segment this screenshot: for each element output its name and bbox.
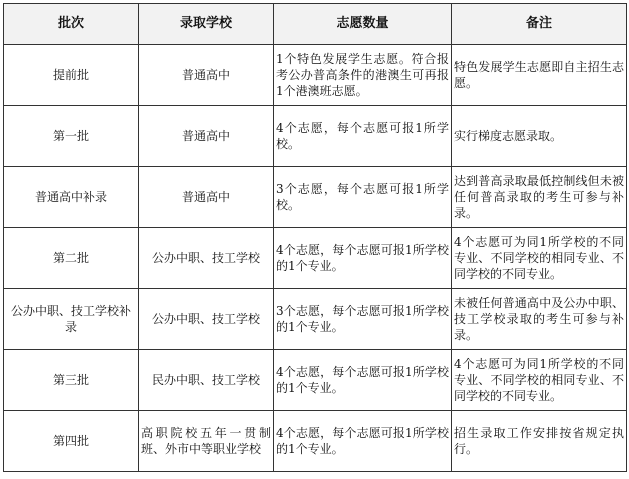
- batch-cell: 提前批: [4, 45, 139, 106]
- school-cell: 公办中职、技工学校: [139, 228, 274, 289]
- batch-cell: 第三批: [4, 350, 139, 411]
- volunteer-cell: 4个志愿，每个志愿可报1所学校的1个专业。: [274, 350, 452, 411]
- volunteer-cell: 3个志愿，每个志愿可报1所学校的1个专业。: [274, 289, 452, 350]
- remark-cell: 达到普高录取最低控制线但未被任何普高录取的考生可参与补录。: [452, 167, 627, 228]
- school-cell: 民办中职、技工学校: [139, 350, 274, 411]
- remark-cell: 招生录取工作安排按省规定执行。: [452, 411, 627, 472]
- volunteer-cell: 4个志愿，每个志愿可报1所学校。: [274, 106, 452, 167]
- table-row: [4, 45, 627, 106]
- school-cell: 普通高中: [139, 167, 274, 228]
- remark-cell: 实行梯度志愿录取。: [452, 106, 627, 167]
- header-batch: 批次: [4, 4, 139, 45]
- table-row: [4, 411, 627, 472]
- volunteer-cell: 1个特色发展学生志愿。符合报考公办普高条件的港澳生可再报1个港澳班志愿。: [274, 45, 452, 106]
- volunteer-cell: 3个志愿，每个志愿可报1所学校。: [274, 167, 452, 228]
- admission-batch-table: [3, 3, 627, 472]
- table-row: [4, 350, 627, 411]
- header-school: 录取学校: [139, 4, 274, 45]
- table-body: [4, 45, 627, 472]
- table-row: [4, 167, 627, 228]
- school-cell: 普通高中: [139, 106, 274, 167]
- remark-cell: 4个志愿可为同1所学校的不同专业、不同学校的相同专业、不同学校的不同专业。: [452, 350, 627, 411]
- batch-cell: 第四批: [4, 411, 139, 472]
- remark-cell: 特色发展学生志愿即自主招生志愿。: [452, 45, 627, 106]
- table-row: [4, 228, 627, 289]
- school-cell: 高职院校五年一贯制班、外市中等职业学校: [139, 411, 274, 472]
- batch-cell: 第二批: [4, 228, 139, 289]
- header-remark: 备注: [452, 4, 627, 45]
- table-header: [4, 4, 627, 45]
- batch-cell: 公办中职、技工学校补录: [4, 289, 139, 350]
- header-row: [4, 4, 627, 45]
- school-cell: 公办中职、技工学校: [139, 289, 274, 350]
- header-volunteer: 志愿数量: [274, 4, 452, 45]
- batch-cell: 第一批: [4, 106, 139, 167]
- table-row: [4, 289, 627, 350]
- remark-cell: 4个志愿可为同1所学校的不同专业、不同学校的相同专业、不同学校的不同专业。: [452, 228, 627, 289]
- batch-cell: 普通高中补录: [4, 167, 139, 228]
- school-cell: 普通高中: [139, 45, 274, 106]
- remark-cell: 未被任何普通高中及公办中职、技工学校录取的考生可参与补录。: [452, 289, 627, 350]
- table-row: [4, 106, 627, 167]
- volunteer-cell: 4个志愿，每个志愿可报1所学校的1个专业。: [274, 411, 452, 472]
- volunteer-cell: 4个志愿，每个志愿可报1所学校的1个专业。: [274, 228, 452, 289]
